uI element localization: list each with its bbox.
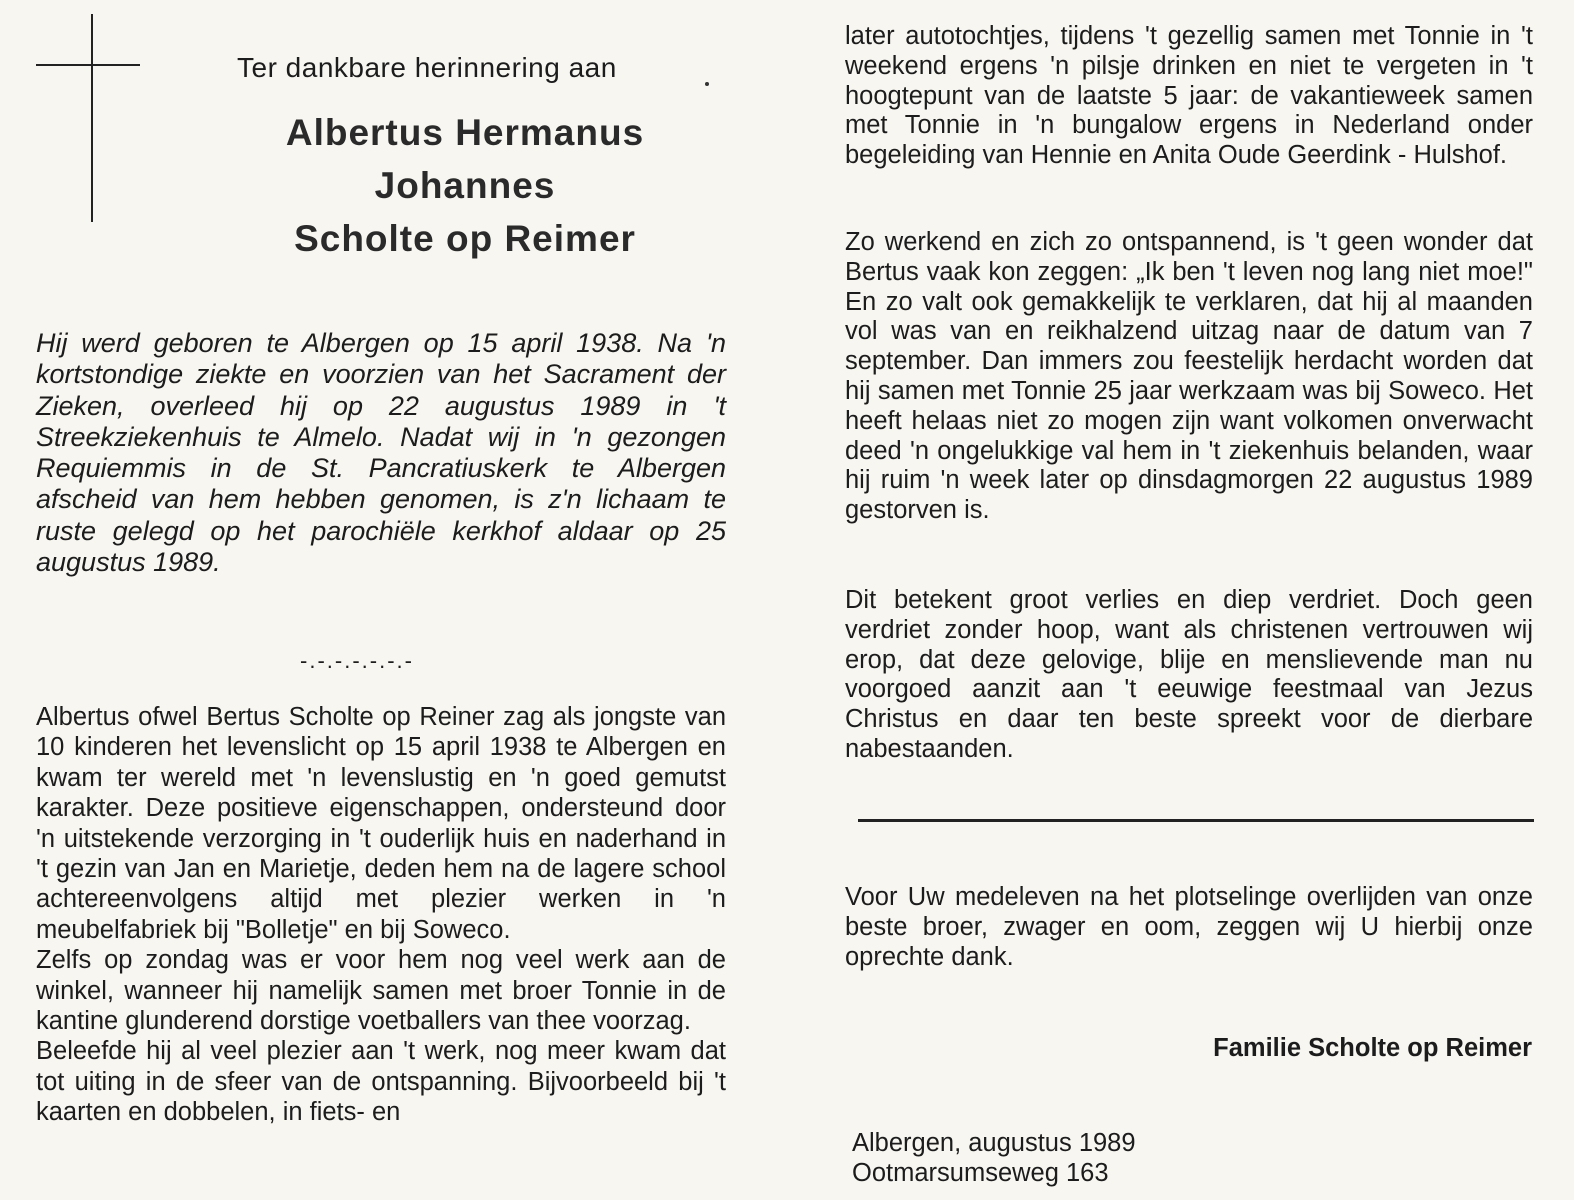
print-speck xyxy=(705,82,709,86)
name-line-2: Johannes xyxy=(374,165,556,206)
right-paragraph-1 xyxy=(845,22,1533,171)
story-paragraph-3: Beleefde hij al veel plezier aan 't werk, nog meer kwam dat tot uiting in de sfeer van de ontspanning. Bijvoorbeeld bij 't kaarten en dobbelen, in fiets- en xyxy=(36,1037,726,1127)
continuation-text: later autotochtjes, tijdens 't gezellig samen met Tonnie in 't weekend ergens 'n pilsje drinken en niet te vergeten in 't hoogtepunt van de laatste 5 jaar: de vakantieweek samen met Tonnie in 'n bungalow ergens in Nederland onder begeleiding van Hennie en Anita Oude Geerdink - Hulshof. xyxy=(845,22,1533,170)
thanks-text: Voor Uw medeleven na het plotselinge overlijden van onze beste broer, zwager en oom, zeggen wij U hierbij onze oprechte dank. xyxy=(845,883,1533,971)
life-story xyxy=(36,702,726,1128)
divider-line xyxy=(858,819,1534,822)
faith-text: Dit betekent groot verlies en diep verdriet. Doch geen verdriet zonder hoop, want als christenen vertrouwen wij erop, dat deze gelovige, blije en menslievende man nu voorgoed aanzit aan 't eeuwige feestmaal van Jezus Christus en daar ten beste spreekt voor de dierbare nabestaanden. xyxy=(845,586,1533,763)
separator: -.-.-.-.-.-.- xyxy=(300,648,414,673)
place-and-address xyxy=(852,1128,1136,1188)
thanks-block xyxy=(845,883,1533,972)
right-paragraph-3 xyxy=(845,586,1533,765)
biography-paragraph: Hij werd geboren te Albergen op 15 april 1938. Na 'n kortstondige ziekte en voorzien van het Sacrament der Zieken, overleed hij op 22 augustus 1989 in 't Streekziekenhuis te Almelo. Nadat wij in 'n gezongen Requiemmis in de St. Pancratiuskerk te Albergen afscheid van hem hebben genomen, is z'n lichaam te ruste gelegd op het parochiële kerkhof aldaar op 25 augustus 1989. xyxy=(36,328,726,578)
family-signature: Familie Scholte op Reimer xyxy=(1213,1034,1532,1062)
address: Ootmarsumseweg 163 xyxy=(852,1159,1109,1187)
cross-icon xyxy=(91,14,93,222)
cross-icon-bar xyxy=(36,64,140,66)
anniversary-text: Zo werkend en zich zo ontspannend, is 't geen wonder dat Bertus vaak kon zeggen: „Ik ben 't leven nog lang niet moe!" En zo valt ook gemakkelijk te verklaren, dat hij al maanden vol was van en reikhalzend uitzag naar de datum van 7 september. Dan immers zou feestelijk herdacht worden dat hij samen met Tonnie 25 jaar werkzaam was bij Soweco. Het heeft helaas niet zo mogen zijn want volkomen onverwacht deed 'n ongelukkige val hem in 't ziekenhuis belanden, waar hij ruim 'n week later op dinsdagmorgen 22 augustus 1989 gestorven is. xyxy=(845,228,1533,525)
intro-line: Ter dankbare herinnering aan xyxy=(237,52,617,83)
story-paragraph-2: Zelfs op zondag was er voor hem nog veel werk aan de winkel, wanneer hij namelijk samen met broer Tonnie in de kantine glunderend dorstige voetballers van thee voorzag. xyxy=(36,946,726,1036)
name-line-1: Albertus Hermanus xyxy=(285,112,645,153)
place-date: Albergen, augustus 1989 xyxy=(852,1129,1136,1157)
name-line-3: Scholte op Reimer xyxy=(294,218,636,259)
right-paragraph-2 xyxy=(845,228,1533,526)
story-paragraph-1: Albertus ofwel Bertus Scholte op Reiner zag als jongste van 10 kinderen het levenslicht op 15 april 1938 te Albergen en kwam ter wereld met 'n levenslustig en 'n goed gemutst karakter. Deze positieve eigenschappen, ondersteund door 'n uitstekende verzorging in 't ouderlijk huis en naderhand in 't gezin van Jan en Marietje, deden hem na de lagere school achtereenvolgens altijd met plezier werken in 'n meubelfabriek bij "Bolletje" en bij Soweco. xyxy=(36,703,726,944)
